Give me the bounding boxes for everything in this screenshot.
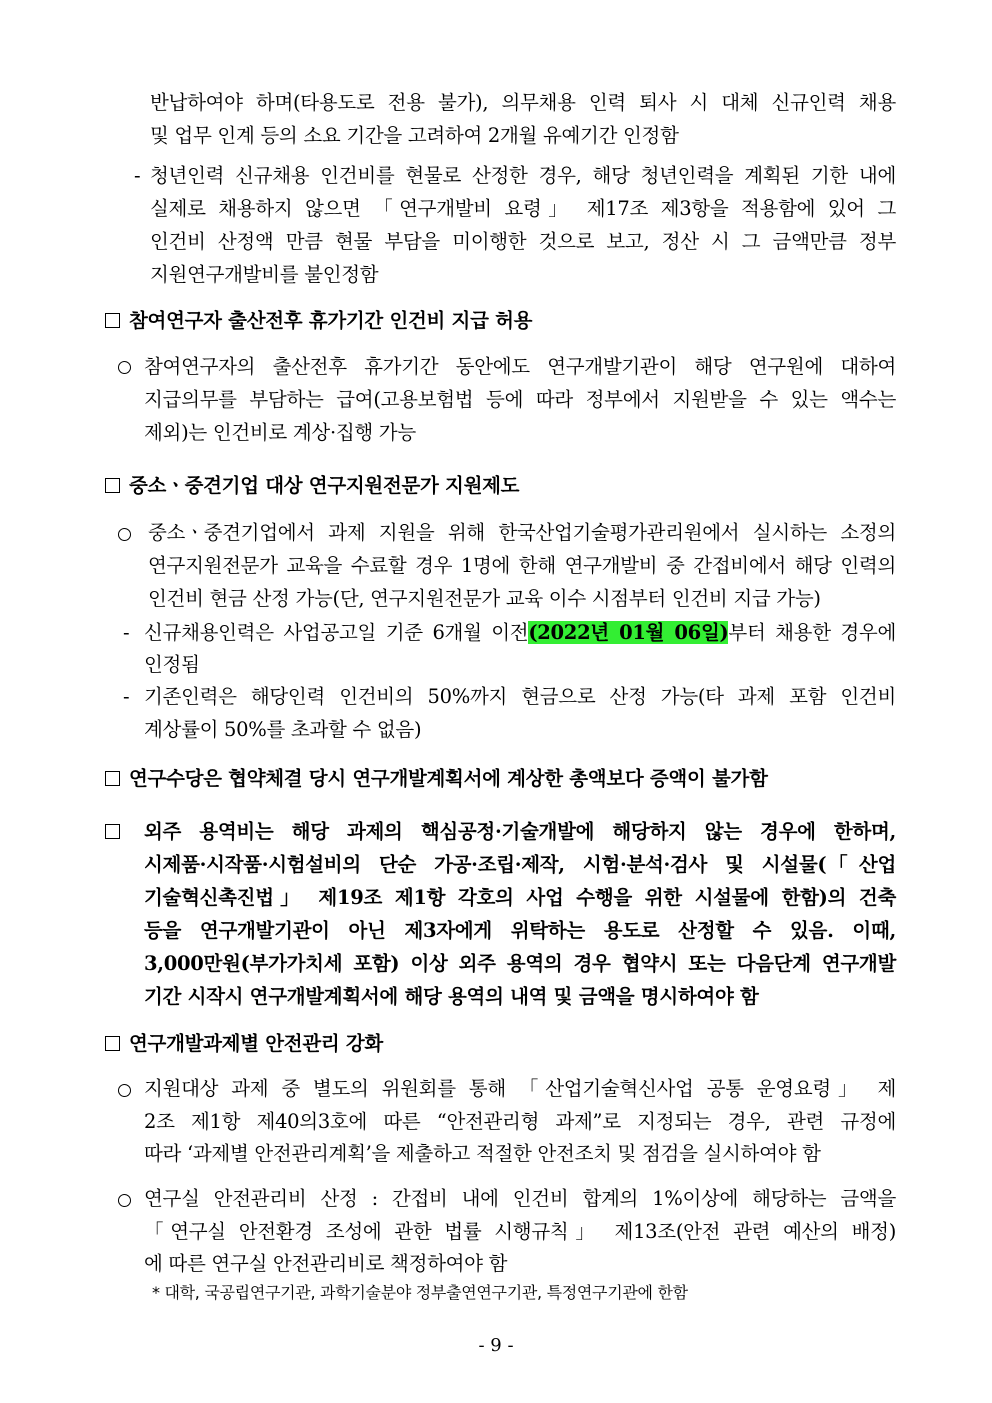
section-heading — [105, 1030, 383, 1058]
highlighted-date: (2022년 01월 06일) — [528, 621, 729, 644]
sec2-line-1: 중소ㆍ중견기업에서 과제 지원을 위해 한국산업기술평가관리원에서 실시하는 소정의 — [148, 521, 896, 544]
sec5a-line-2: 2조 제1항 제40의3호에 따른 “안전관리형 과제”로 지정되는 경우, 관련 규정에 — [144, 1110, 896, 1133]
sec4-line-1: 외주 용역비는 해당 과제의 핵심공정·기술개발에 해당하지 않는 경우에 한하며, — [144, 820, 896, 843]
youth-line-4: 지원연구개발비를 불인정함 — [150, 263, 379, 286]
sec4-line-5: 3,000만원(부가가치세 포함) 이상 외주 용역의 경우 협약시 또는 다음단계 연구개발 — [144, 952, 896, 975]
sec1-line-3: 제외)는 인건비로 계상·집행 가능 — [144, 421, 416, 444]
sec5b-line-1: 연구실 안전관리비 산정 : 간접비 내에 인건비 합계의 1%이상에 해당하는 금액을 — [144, 1187, 896, 1210]
circle-bullet-icon — [118, 528, 131, 541]
section-heading — [105, 472, 519, 500]
intro-line-2: 및 업무 인계 등의 소요 기간을 고려하여 2개월 유예기간 인정함 — [150, 124, 679, 147]
dash-marker: - — [123, 621, 130, 644]
dash-marker: - — [134, 164, 141, 187]
sec5a-line-1: 지원대상 과제 중 별도의 위원회를 통해 「산업기술혁신사업 공통 운영요령」 제 — [144, 1077, 896, 1100]
circle-bullet-icon — [118, 1194, 131, 1207]
checkbox-square-icon — [105, 1036, 120, 1051]
sec4-line-3: 기술혁신촉진법」 제19조 제1항 각호의 사업 수행을 위한 시설물에 한함)의 건축 — [144, 886, 896, 909]
dash-marker: - — [123, 685, 130, 708]
checkbox-square-icon — [105, 313, 120, 328]
sec1-line-2: 지급의무를 부담하는 급여(고용보험법 등에 따라 정부에서 지원받을 수 있는 액수는 — [144, 388, 896, 411]
section-marker — [105, 818, 129, 846]
sec1-line-1: 참여연구자의 출산전후 휴가기간 동안에도 연구개발기관이 해당 연구원에 대하여 — [144, 355, 896, 378]
sec5a-line-3: 따라 ‘과제별 안전관리계획’을 제출하고 적절한 안전조치 및 점검을 실시하여야 함 — [144, 1142, 821, 1165]
sec4-line-2: 시제품·시작품·시험설비의 단순 가공·조립·제작, 시험·분석·검사 및 시설물(「산업 — [144, 853, 896, 876]
page-number: - 9 - — [478, 1335, 514, 1356]
circle-bullet-icon — [118, 1084, 131, 1097]
circle-bullet-icon — [118, 361, 131, 374]
section-heading — [105, 307, 532, 335]
sec5b-line-2: 「연구실 안전환경 조성에 관한 법률 시행규칙」 제13조(안전 관련 예산의 배정) — [144, 1220, 896, 1243]
section-title: 중소ㆍ중견기업 대상 연구지원전문가 지원제도 — [129, 474, 520, 497]
section-title: 참여연구자 출산전후 휴가기간 인건비 지급 허용 — [129, 309, 533, 332]
sec2-line-3: 인건비 현금 산정 가능(단, 연구지원전문가 교육 이수 시점부터 인건비 지급 가능) — [148, 587, 821, 610]
section-title: 연구수당은 협약체결 당시 연구개발계획서에 계상한 총액보다 증액이 불가함 — [129, 767, 768, 790]
sec4-line-4: 등을 연구개발기관이 아닌 제3자에게 위탁하는 용도로 산정할 수 있음. 이때, — [144, 919, 896, 942]
checkbox-square-icon — [105, 771, 120, 786]
checkbox-square-icon — [105, 824, 120, 839]
section-heading — [105, 765, 768, 793]
sec5b-line-3: 에 따른 연구실 안전관리비로 책정하여야 함 — [144, 1252, 508, 1275]
sec2-line-2: 연구지원전문가 교육을 수료할 경우 1명에 한해 연구개발비 중 간접비에서 해당 인력의 — [148, 554, 896, 577]
sec2-new-hire-line-1: 신규채용인력은 사업공고일 기준 6개월 이전(2022년 01월 06일)부터 채용한 경우에 — [144, 621, 896, 644]
sec2-existing-line-2: 계상률이 50%를 초과할 수 없음) — [144, 718, 422, 741]
sec4-line-6: 기간 시작시 연구개발계획서에 해당 용역의 내역 및 금액을 명시하여야 함 — [144, 985, 759, 1008]
footnote: * 대학, 국공립연구기관, 과학기술분야 정부출연연구기관, 특정연구기관에 한함 — [152, 1283, 688, 1302]
checkbox-square-icon — [105, 478, 120, 493]
youth-line-1: 청년인력 신규채용 인건비를 현물로 산정한 경우, 해당 청년인력을 계획된 기한 내에 — [150, 164, 896, 187]
youth-line-2: 실제로 채용하지 않으면 「연구개발비 요령」 제17조 제3항을 적용함에 있어 그 — [150, 197, 896, 220]
section-title: 연구개발과제별 안전관리 강화 — [129, 1032, 383, 1055]
sec2-new-hire-line-2: 인정됨 — [144, 653, 200, 676]
intro-line-1: 반납하여야 하며(타용도로 전용 불가), 의무채용 인력 퇴사 시 대체 신규인력 채용 — [150, 91, 896, 114]
youth-line-3: 인건비 산정액 만큼 현물 부담을 미이행한 것으로 보고, 정산 시 그 금액만큼 정부 — [150, 230, 896, 253]
sec2-existing-line-1: 기존인력은 해당인력 인건비의 50%까지 현금으로 산정 가능(타 과제 포함 인건비 — [144, 685, 896, 708]
